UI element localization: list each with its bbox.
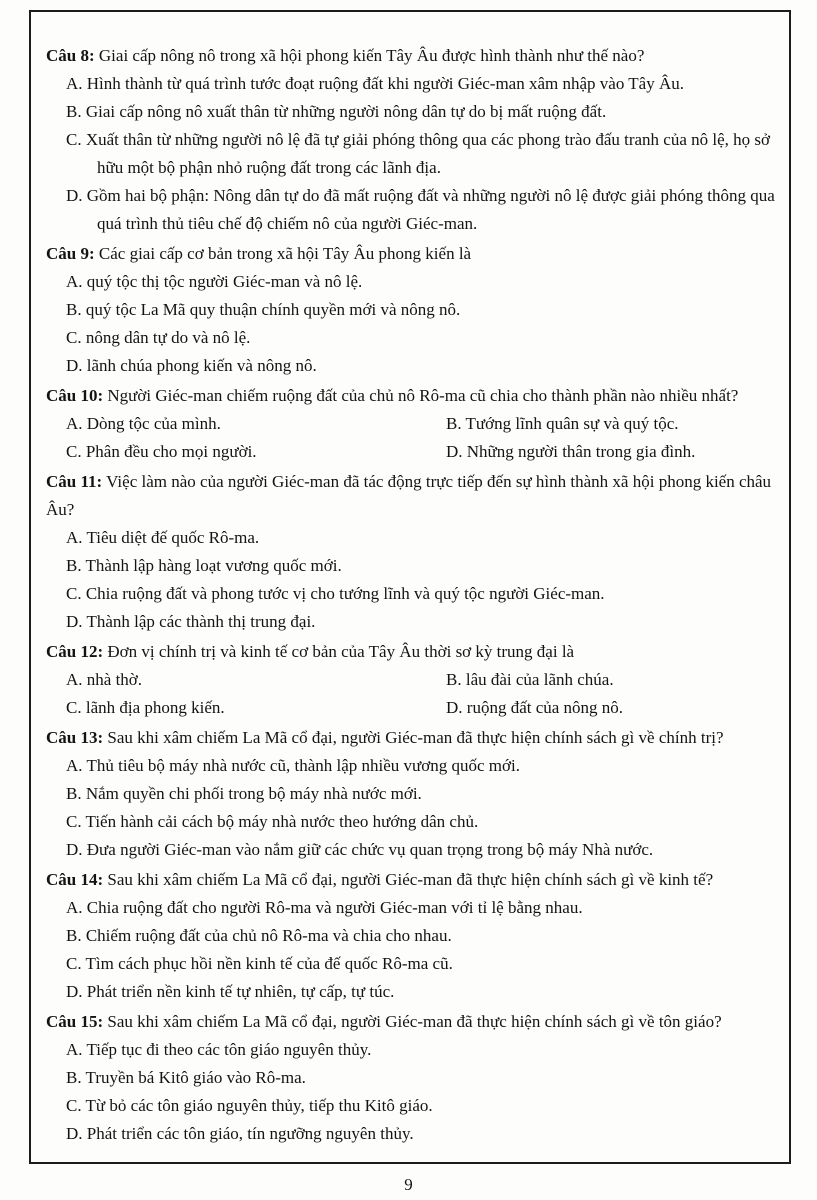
answer-option-d <box>46 978 781 1006</box>
option-letter: B. <box>66 784 82 803</box>
answer-option-d <box>426 438 781 466</box>
option-letter: C. <box>66 812 82 831</box>
question-text: Đơn vị chính trị và kinh tế cơ bản của Tây Âu thời sơ kỳ trung đại là <box>107 642 575 661</box>
answer-options <box>46 268 781 380</box>
answer-option-a <box>46 524 781 552</box>
option-text: Tướng lĩnh quân sự và quý tộc. <box>465 414 679 433</box>
answer-option-c <box>46 808 781 836</box>
answer-option-c <box>46 126 781 182</box>
answer-option-a <box>46 1036 781 1064</box>
option-text: Từ bỏ các tôn giáo nguyên thủy, tiếp thu Kitô giáo. <box>85 1096 433 1115</box>
question-block <box>46 42 781 238</box>
option-letter: A. <box>66 414 83 433</box>
answer-option-c <box>46 1092 781 1120</box>
question-text: Sau khi xâm chiếm La Mã cổ đại, người Giéc-man đã thực hiện chính sách gì về tôn giáo? <box>107 1012 722 1031</box>
option-text: lãnh chúa phong kiến và nông nô. <box>86 356 317 375</box>
option-text: Tiếp tục đi theo các tôn giáo nguyên thủy. <box>86 1040 372 1059</box>
option-letter: A. <box>66 74 83 93</box>
question-stem <box>46 724 781 752</box>
question-number: Câu 13: <box>46 728 104 747</box>
option-letter: C. <box>66 328 82 347</box>
option-letter: A. <box>66 898 83 917</box>
option-letter: B. <box>66 102 82 121</box>
answer-option-d <box>46 1120 781 1148</box>
question-number: Câu 8: <box>46 46 95 65</box>
answer-option-d <box>46 608 781 636</box>
option-text: Giai cấp nông nô xuất thân từ những người nông dân tự do bị mất ruộng đất. <box>85 102 607 121</box>
option-text: Thành lập hàng loạt vương quốc mới. <box>85 556 342 575</box>
option-letter: C. <box>66 442 82 461</box>
option-letter: C. <box>66 1096 82 1115</box>
option-text: Chia ruộng đất cho người Rô-ma và người Giéc-man với tỉ lệ bằng nhau. <box>86 898 583 917</box>
question-block <box>46 638 781 722</box>
question-number: Câu 11: <box>46 472 103 491</box>
option-text: nhà thờ. <box>86 670 143 689</box>
option-text: Tiêu diệt đế quốc Rô-ma. <box>86 528 260 547</box>
question-number: Câu 15: <box>46 1012 104 1031</box>
question-text: Giai cấp nông nô trong xã hội phong kiến Tây Âu được hình thành như thế nào? <box>98 46 645 65</box>
answer-option-b <box>46 296 781 324</box>
answer-option-b <box>46 922 781 950</box>
question-text: Người Giéc-man chiếm ruộng đất của chủ nô Rô-ma cũ chia cho thành phần nào nhiều nhất? <box>107 386 739 405</box>
option-text: Phát triển nền kinh tế tự nhiên, tự cấp, tự túc. <box>86 982 395 1001</box>
option-text: nông dân tự do và nô lệ. <box>85 328 251 347</box>
option-text: Chia ruộng đất và phong tước vị cho tướng lĩnh và quý tộc người Giéc-man. <box>85 584 605 603</box>
option-letter: B. <box>66 926 82 945</box>
answer-options <box>46 894 781 1006</box>
question-number: Câu 10: <box>46 386 104 405</box>
answer-options <box>46 524 781 636</box>
page-number: 9 <box>404 1175 413 1194</box>
option-letter: A. <box>66 756 83 775</box>
option-text: Truyền bá Kitô giáo vào Rô-ma. <box>85 1068 306 1087</box>
option-text: Thủ tiêu bộ máy nhà nước cũ, thành lập nhiều vương quốc mới. <box>86 756 520 775</box>
answer-option-b <box>46 552 781 580</box>
option-text: Thành lập các thành thị trung đại. <box>86 612 316 631</box>
answer-option-c <box>46 324 781 352</box>
option-letter: D. <box>66 356 83 375</box>
question-text: Sau khi xâm chiếm La Mã cổ đại, người Giéc-man đã thực hiện chính sách gì về kinh tế? <box>107 870 714 889</box>
option-text: Xuất thân từ những người nô lệ đã tự giải phóng thông qua các phong trào đấu tranh của nô lệ, họ sở hữu một bộ phận nhỏ ruộng đất trong các lãnh địa. <box>85 130 771 177</box>
answer-option-b <box>426 410 781 438</box>
answer-option-d <box>46 182 781 238</box>
answer-option-c <box>46 950 781 978</box>
option-text: lâu đài của lãnh chúa. <box>465 670 614 689</box>
answer-options <box>46 752 781 864</box>
question-stem <box>46 382 781 410</box>
option-letter: D. <box>66 982 83 1001</box>
answer-option-a <box>46 666 426 694</box>
option-letter: B. <box>446 670 462 689</box>
option-letter: A. <box>66 528 83 547</box>
option-text: Hình thành từ quá trình tước đoạt ruộng đất khi người Giéc-man xâm nhập vào Tây Âu. <box>86 74 684 93</box>
question-block <box>46 1008 781 1148</box>
question-stem <box>46 42 781 70</box>
question-stem <box>46 1008 781 1036</box>
answer-option-a <box>46 894 781 922</box>
answer-option-b <box>46 1064 781 1092</box>
option-text: lãnh địa phong kiến. <box>85 698 225 717</box>
answer-option-a <box>46 70 781 98</box>
option-text: Đưa người Giéc-man vào nắm giữ các chức vụ quan trọng trong bộ máy Nhà nước. <box>86 840 654 859</box>
option-letter: D. <box>66 186 83 205</box>
question-block <box>46 866 781 1006</box>
option-letter: C. <box>66 130 82 149</box>
option-letter: C. <box>66 584 82 603</box>
option-text: quý tộc thị tộc người Giéc-man và nô lệ. <box>86 272 363 291</box>
question-block <box>46 382 781 466</box>
answer-options <box>46 70 781 238</box>
answer-options <box>46 1036 781 1148</box>
answer-options <box>46 410 781 466</box>
option-text: Phát triển các tôn giáo, tín ngưỡng nguyên thủy. <box>86 1124 414 1143</box>
option-letter: D. <box>66 840 83 859</box>
question-text: Sau khi xâm chiếm La Mã cổ đại, người Giéc-man đã thực hiện chính sách gì về chính trị? <box>107 728 724 747</box>
question-text: Các giai cấp cơ bản trong xã hội Tây Âu phong kiến là <box>98 244 472 263</box>
option-text: Gồm hai bộ phận: Nông dân tự do đã mất ruộng đất và những người nô lệ được giải phóng thông qua quá trình thủ tiêu chế độ chiếm nô của người Giéc-man. <box>86 186 775 233</box>
question-block <box>46 240 781 380</box>
option-text: Tiến hành cải cách bộ máy nhà nước theo hướng dân chủ. <box>85 812 479 831</box>
question-stem <box>46 468 781 524</box>
question-list <box>46 42 781 1148</box>
answer-option-b <box>426 666 781 694</box>
question-number: Câu 12: <box>46 642 104 661</box>
question-stem <box>46 638 781 666</box>
option-text: Phân đều cho mọi người. <box>85 442 257 461</box>
question-block <box>46 724 781 864</box>
answer-option-d <box>426 694 781 722</box>
option-text: ruộng đất của nông nô. <box>466 698 624 717</box>
answer-option-d <box>46 352 781 380</box>
option-letter: D. <box>66 612 83 631</box>
option-text: Dòng tộc của mình. <box>86 414 221 433</box>
option-letter: B. <box>446 414 462 433</box>
option-text: Nắm quyền chi phối trong bộ máy nhà nước mới. <box>85 784 422 803</box>
answer-option-d <box>46 836 781 864</box>
answer-option-c <box>46 438 426 466</box>
option-letter: B. <box>66 556 82 575</box>
option-letter: D. <box>66 1124 83 1143</box>
option-text: quý tộc La Mã quy thuận chính quyền mới và nông nô. <box>85 300 461 319</box>
option-text: Tìm cách phục hồi nền kinh tế của đế quốc Rô-ma cũ. <box>85 954 453 973</box>
option-text: Những người thân trong gia đình. <box>466 442 696 461</box>
answer-option-b <box>46 98 781 126</box>
answer-option-a <box>46 268 781 296</box>
question-stem <box>46 240 781 268</box>
option-letter: C. <box>66 698 82 717</box>
answer-option-b <box>46 780 781 808</box>
answer-option-c <box>46 694 426 722</box>
option-letter: D. <box>446 698 463 717</box>
answer-option-a <box>46 752 781 780</box>
answer-option-c <box>46 580 781 608</box>
option-letter: B. <box>66 300 82 319</box>
option-letter: A. <box>66 670 83 689</box>
option-letter: A. <box>66 1040 83 1059</box>
answer-options <box>46 666 781 722</box>
question-number: Câu 14: <box>46 870 104 889</box>
option-letter: C. <box>66 954 82 973</box>
option-letter: A. <box>66 272 83 291</box>
answer-option-a <box>46 410 426 438</box>
page-border-frame <box>29 10 791 1164</box>
question-stem <box>46 866 781 894</box>
question-number: Câu 9: <box>46 244 95 263</box>
option-letter: B. <box>66 1068 82 1087</box>
question-text: Việc làm nào của người Giéc-man đã tác động trực tiếp đến sự hình thành xã hội phong kiến châu Âu? <box>46 472 772 519</box>
option-letter: D. <box>446 442 463 461</box>
question-block <box>46 468 781 636</box>
option-text: Chiếm ruộng đất của chủ nô Rô-ma và chia cho nhau. <box>85 926 452 945</box>
